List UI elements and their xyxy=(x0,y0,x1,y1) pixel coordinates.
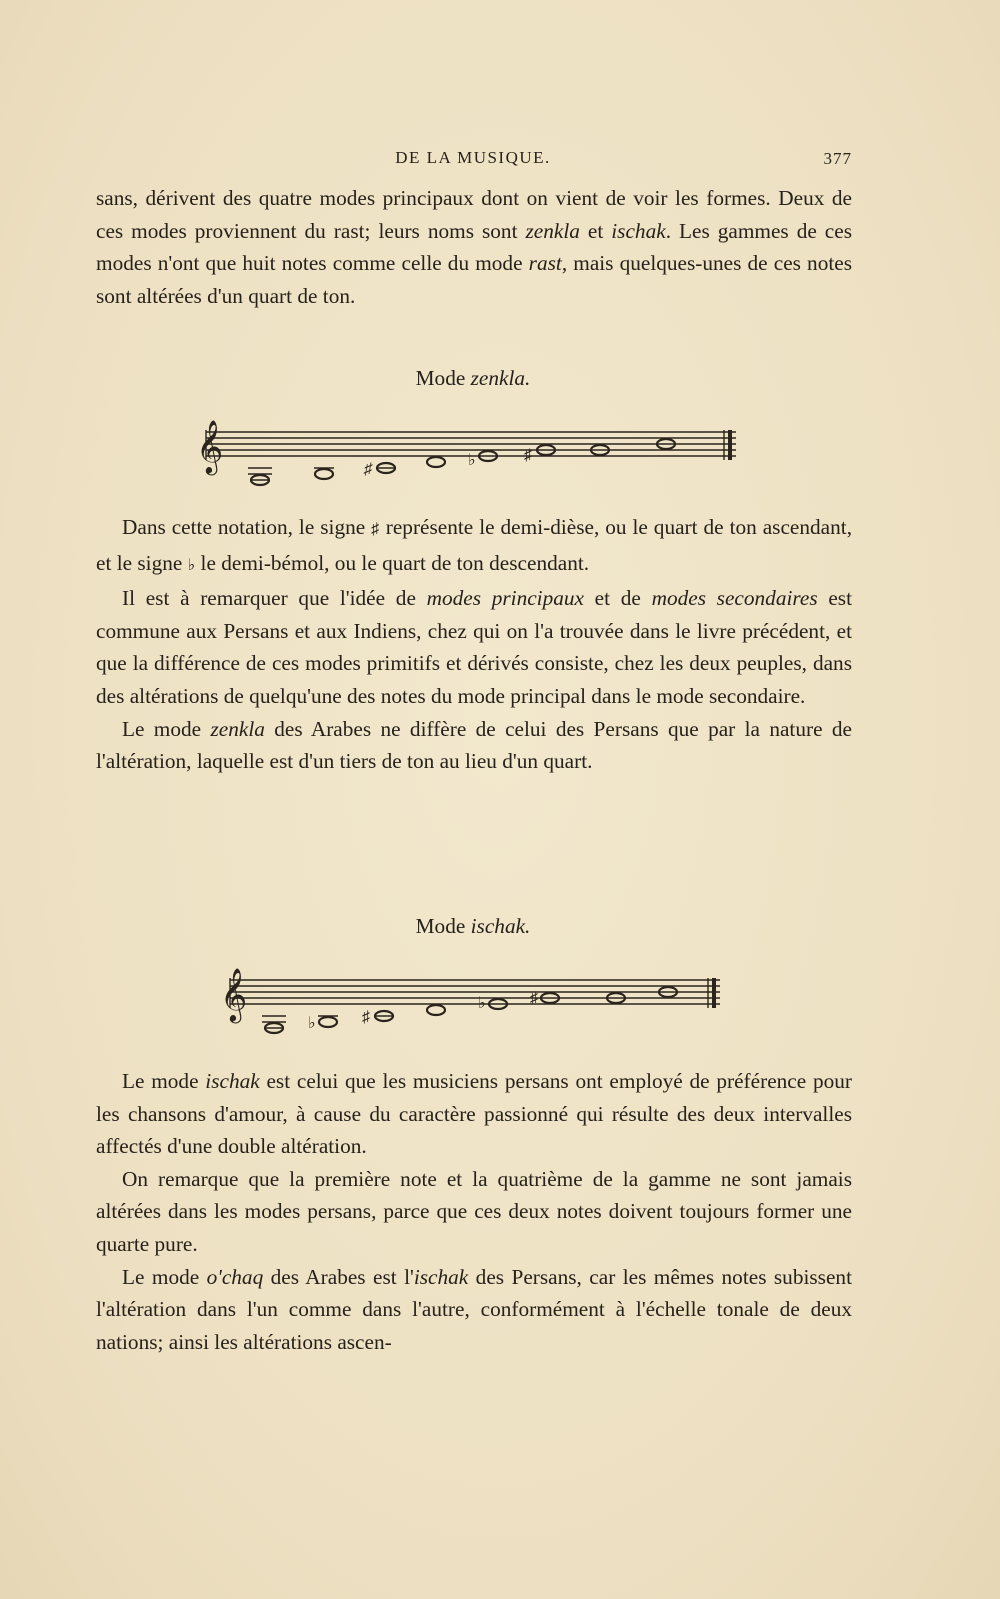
svg-text:♯: ♯ xyxy=(524,447,532,464)
music-staff-ischak xyxy=(220,958,730,1058)
quarter-sharp-symbol: ♯ xyxy=(371,521,380,538)
quarter-flat-symbol: ♭ xyxy=(187,556,196,574)
music-staff-zenkla xyxy=(196,410,756,510)
svg-text:♭: ♭ xyxy=(478,995,486,1012)
figure-caption-ischak: Mode ischak. xyxy=(415,914,531,938)
page-header xyxy=(94,148,852,172)
paragraph-4: Le mode zenkla des Arabes ne diffère de celui des Persans que par la nature de l'altération, laquelle est d'un tiers de ton au lieu d'un quart. xyxy=(96,716,852,774)
paragraph-6: On remarque que la première note et la quatrième de la gamme ne sont jamais altérées dans les modes persans, parce que ces deux notes doivent toujours former une quarte pure. xyxy=(96,1166,852,1256)
svg-text:♯: ♯ xyxy=(362,1009,370,1026)
scale-notes xyxy=(248,439,675,485)
treble-clef-icon: 𝄞 xyxy=(196,419,224,473)
figure-caption-zenkla: Mode zenkla. xyxy=(415,366,531,390)
svg-text:♯: ♯ xyxy=(530,990,538,1007)
paragraph-3: Il est à remarquer que l'idée de modes principaux et de modes secondaires est commune aux Persans et aux Indiens, chez qui on l'a trouvée dans le livre précédent, et que la différence de ces modes primitifs et dérivés consiste, chez les deux peuples, dans des altérations de quelqu'une des notes du mode principal dans le mode secondaire. xyxy=(96,586,852,708)
page-number: 377 xyxy=(823,149,852,168)
treble-clef-icon: 𝄞 xyxy=(220,967,248,1021)
svg-text:♯: ♯ xyxy=(364,461,372,478)
svg-text:♭: ♭ xyxy=(468,452,476,469)
paragraph-5: Le mode ischak est celui que les musiciens persans ont employé de préférence pour les chansons d'amour, à cause du caractère passionné qui résulte des deux intervalles affectés d'une double altération. xyxy=(96,1069,852,1159)
text-block-1 xyxy=(96,182,852,312)
running-title: DE LA MUSIQUE. xyxy=(395,148,551,167)
paragraph-1: sans, dérivent des quatre modes principaux dont on vient de voir les formes. Deux de ces modes proviennent du rast; leurs noms sont zenkla et ischak. Les gammes de ces modes n'ont que huit notes comme celle du mode rast, mais quelques-unes de ces notes sont altérées d'un quart de ton. xyxy=(96,186,853,308)
svg-text:♭: ♭ xyxy=(308,1015,316,1032)
paragraph-7: Le mode o'chaq des Arabes est l'ischak des Persans, car les mêmes notes subissent l'altération dans l'un comme dans l'autre, conformément à l'échelle tonale de deux nations; ainsi les altérations ascen- xyxy=(96,1264,852,1354)
text-block-3 xyxy=(96,1065,852,1358)
paragraph-2: Dans cette notation, le signe ♯ représente le demi-dièse, ou le quart de ton ascendant, et le signe ♭ le demi-bémol, ou le quart de ton descendant. xyxy=(96,515,853,575)
scale-notes xyxy=(262,987,677,1033)
text-block-2 xyxy=(96,511,852,778)
